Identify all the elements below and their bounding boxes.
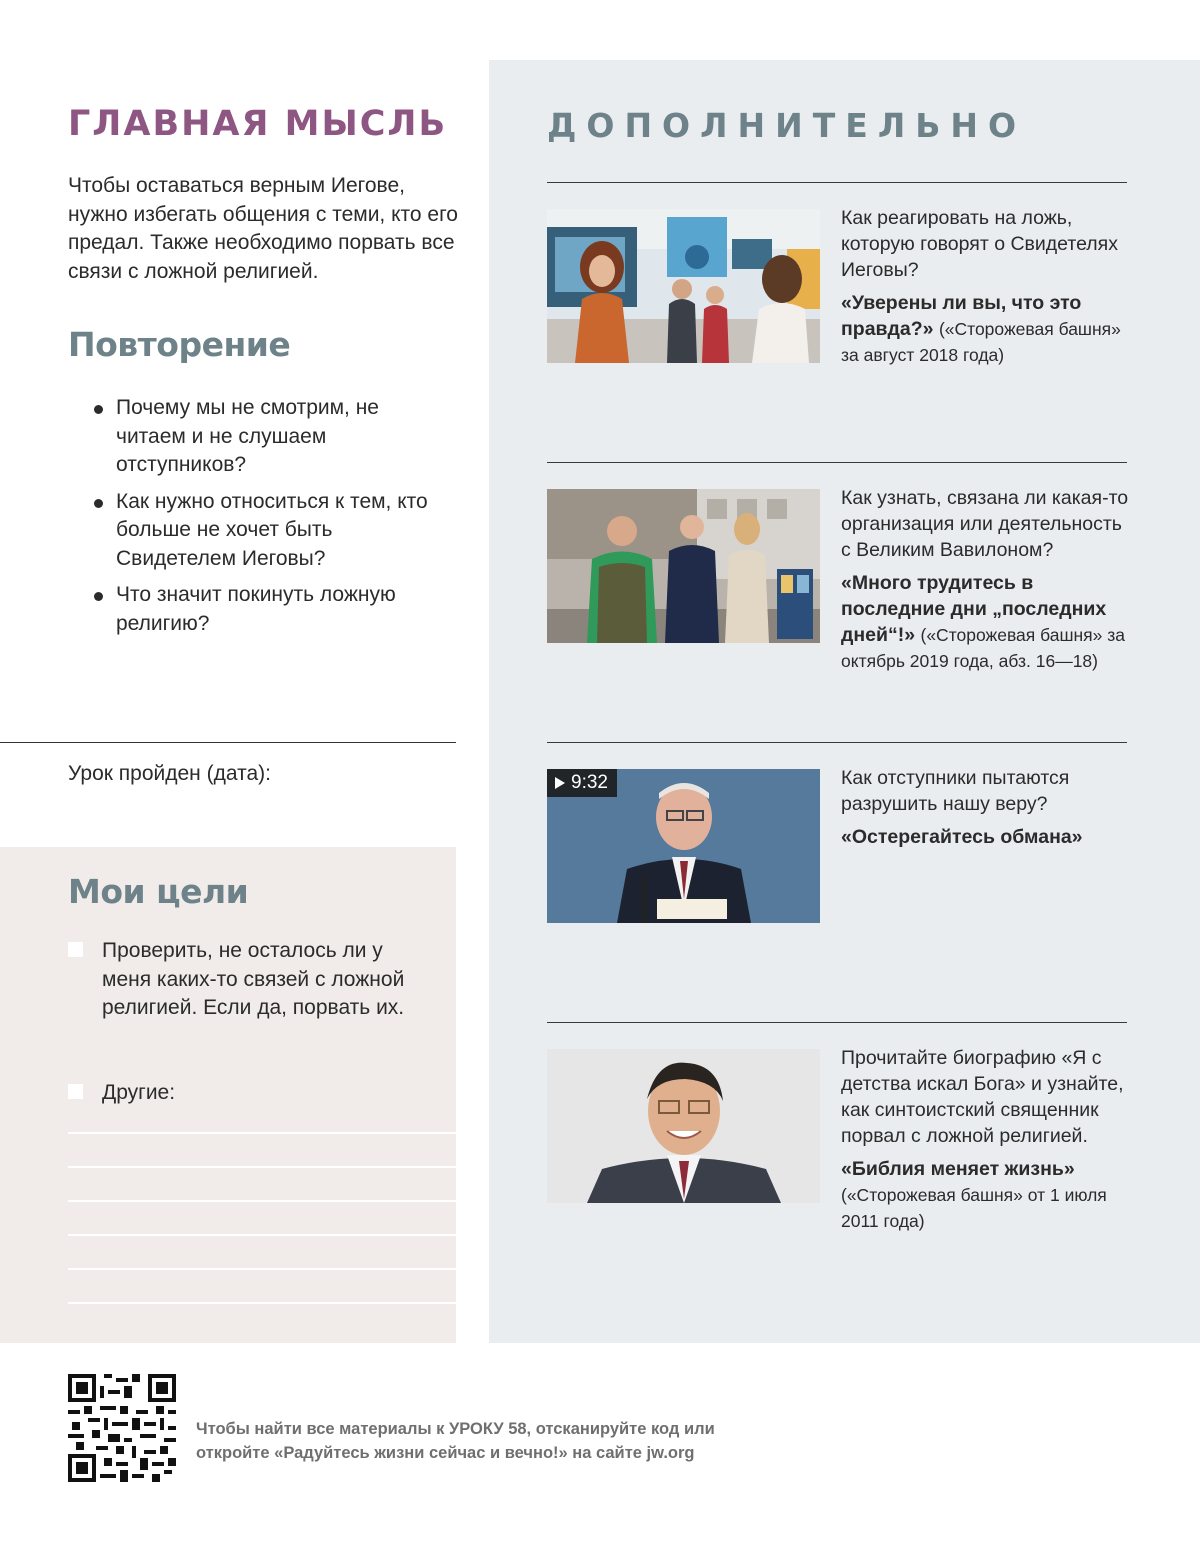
- portrait-photo: [547, 1049, 820, 1203]
- goal-text-1: Проверить, не осталось ли у меня каких-то связей с ложной религией. Если да, порвать их.: [102, 939, 405, 1019]
- writing-line[interactable]: [68, 1302, 456, 1304]
- article-image-1[interactable]: [547, 209, 820, 363]
- article-4-source: («Сторожевая башня» от 1 июля 2011 года): [841, 1185, 1107, 1231]
- article-1-reference[interactable]: [841, 290, 1131, 368]
- qr-code-icon[interactable]: [68, 1374, 176, 1482]
- divider: [0, 742, 456, 743]
- article-image-2[interactable]: [547, 489, 820, 643]
- review-question-3: Что значит покинуть ложную религию?: [92, 581, 442, 638]
- article-4-link[interactable]: «Библия меняет жизнь»: [841, 1158, 1075, 1180]
- article-4-question: Прочитайте биографию «Я с детства искал Бога» и узнайте, как синтоистский священник порвал с ложной религией.: [841, 1047, 1124, 1147]
- divider: [547, 1022, 1127, 1023]
- divider: [547, 742, 1127, 743]
- goals-title: Мои цели: [68, 872, 249, 911]
- article-2-question: Как узнать, связана ли какая-то организация или деятельность с Великим Вавилоном?: [841, 487, 1129, 561]
- goal-checkbox-2[interactable]: [68, 1084, 83, 1099]
- goal-item-2[interactable]: [68, 1079, 456, 1109]
- video-duration-badge: [547, 769, 617, 797]
- article-3-question: Как отступники пытаются разрушить нашу веру?: [841, 767, 1070, 815]
- article-image-4[interactable]: [547, 1049, 820, 1203]
- article-3: [841, 765, 1131, 850]
- additional-title: ДОПОЛНИТЕЛЬНО: [547, 106, 1027, 145]
- article-1: [841, 205, 1131, 368]
- main-idea-text: Чтобы оставаться верным Иегове, нужно избегать общения с теми, кто его предал. Также необходимо порвать все связи с ложной религией.: [68, 174, 458, 283]
- writing-line[interactable]: [68, 1234, 456, 1236]
- review-question-1: Почему мы не смотрим, не читаем и не слушаем отступников?: [92, 394, 442, 480]
- goal-text-2: Другие:: [102, 1081, 176, 1104]
- article-2: [841, 485, 1131, 674]
- main-idea-title: ГЛАВНАЯ МЫСЛЬ: [68, 104, 448, 144]
- article-1-question: Как реагировать на ложь, которую говорят о Свидетелях Иеговы?: [841, 207, 1118, 281]
- divider: [547, 182, 1127, 183]
- video-thumbnail[interactable]: [547, 769, 820, 923]
- footer-note: Чтобы найти все материалы к УРОКУ 58, отсканируйте код или откройте «Радуйтесь жизни сейчас и вечно!» на сайте jw.org: [196, 1420, 715, 1462]
- review-question-2: Как нужно относиться к тем, кто больше не хочет быть Свидетелем Иеговы?: [92, 488, 442, 574]
- street-witnessing-photo: [547, 489, 820, 643]
- article-3-reference[interactable]: [841, 824, 1131, 850]
- writing-line[interactable]: [68, 1166, 456, 1168]
- writing-line[interactable]: [68, 1200, 456, 1202]
- divider: [547, 462, 1127, 463]
- article-1-source: («Сторожевая башня» за август 2018 года): [841, 319, 1121, 365]
- article-4-reference[interactable]: [841, 1156, 1131, 1234]
- goal-checkbox-1[interactable]: [68, 942, 83, 957]
- goal-item-1[interactable]: [68, 937, 456, 1057]
- article-2-link[interactable]: «Много трудитесь в последние дни „последних дней“!»: [841, 572, 1107, 646]
- writing-line[interactable]: [68, 1268, 456, 1270]
- play-icon: [555, 777, 565, 789]
- article-1-link[interactable]: «Уверены ли вы, что это правда?»: [841, 292, 1082, 340]
- review-title: Повторение: [68, 325, 291, 364]
- article-2-source: («Сторожевая башня» за октябрь 2019 года, абз. 16—18): [841, 625, 1126, 671]
- review-list: [92, 394, 442, 646]
- article-3-link[interactable]: «Остерегайтесь обмана»: [841, 826, 1083, 848]
- article-2-reference[interactable]: [841, 570, 1131, 674]
- video-duration: 9:32: [571, 772, 608, 793]
- writing-line[interactable]: [68, 1132, 456, 1134]
- lesson-date-label: Урок пройден (дата):: [68, 762, 271, 785]
- mall-illustration: [547, 209, 820, 363]
- article-4: [841, 1045, 1131, 1234]
